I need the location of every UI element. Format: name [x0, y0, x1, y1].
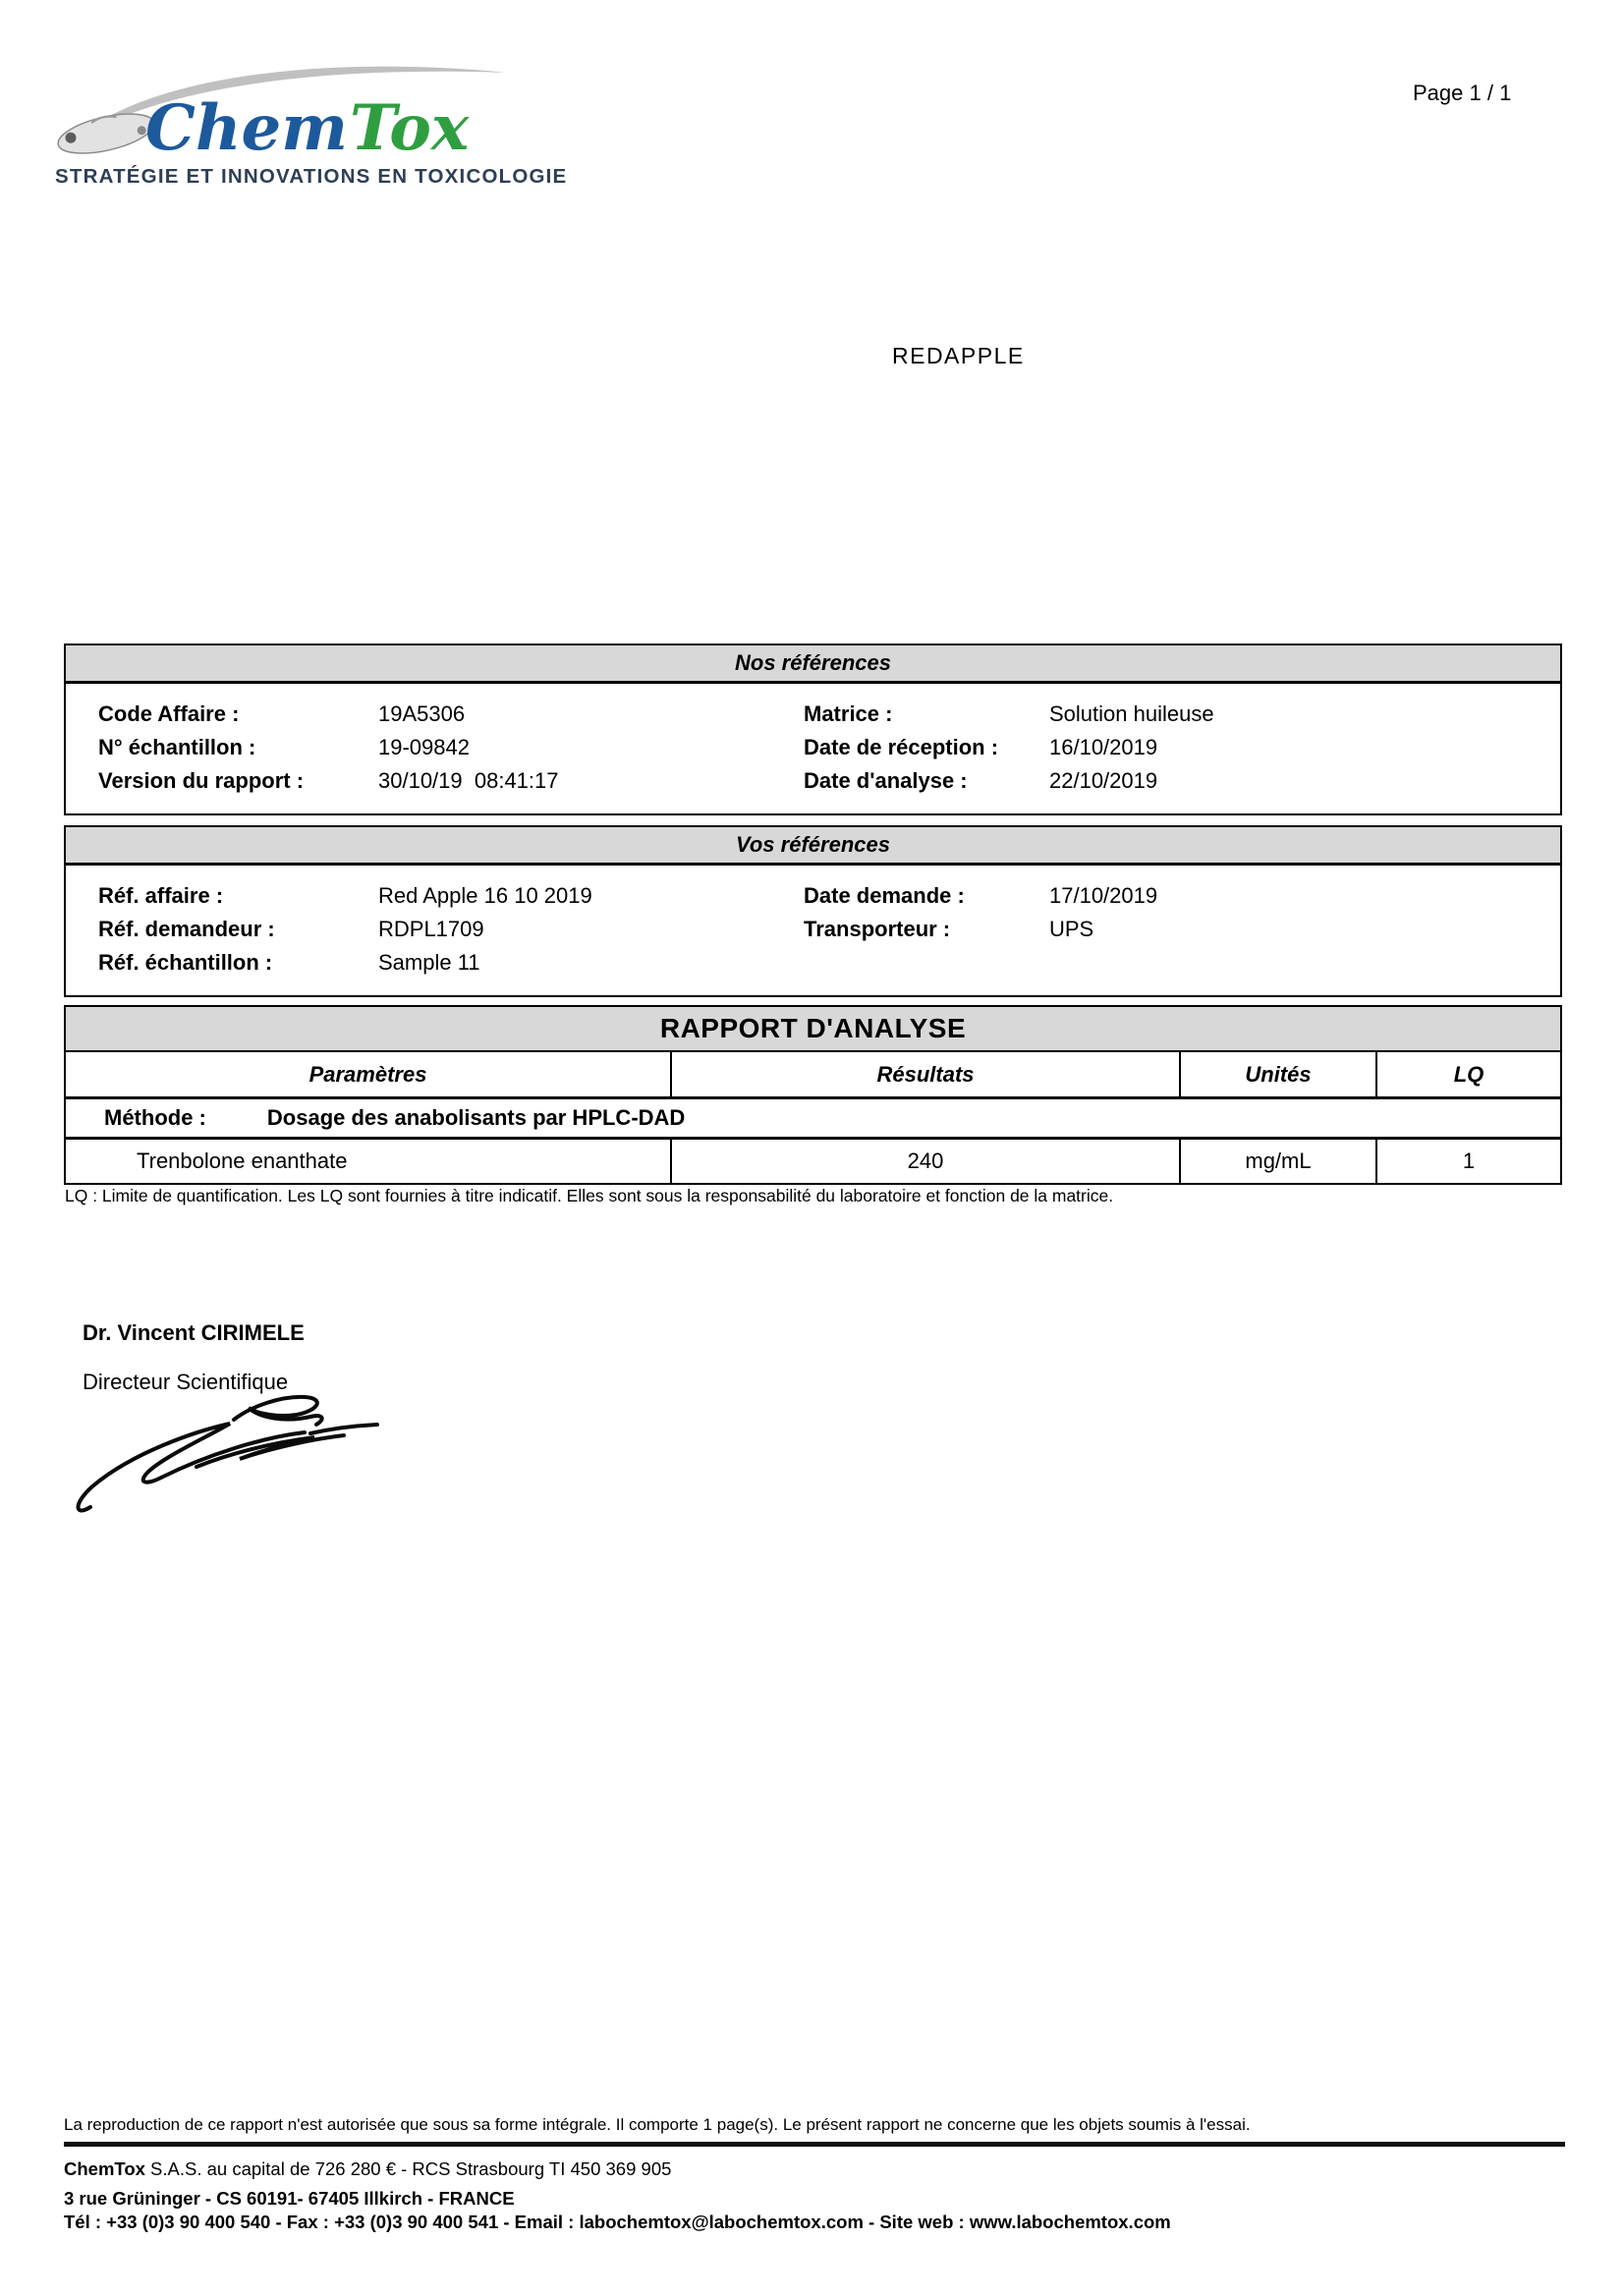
method-value: Dosage des anabolisants par HPLC-DAD: [266, 1105, 686, 1130]
vos-references-title: Vos références: [66, 827, 1560, 866]
vos-references-table: [64, 825, 1562, 997]
field-label: Date d'analyse :: [804, 768, 968, 793]
field-value: RDPL1709: [378, 917, 484, 941]
signatory-role: Directeur Scientifique: [83, 1370, 289, 1394]
signature-scribble: [71, 1388, 385, 1521]
field-value: Solution huileuse: [1049, 701, 1214, 726]
field-label: Transporteur :: [804, 917, 951, 941]
company-address: 3 rue Grüninger - CS 60191- 67405 Illkirch - FRANCE: [64, 2188, 515, 2209]
nos-references-title: Nos références: [66, 645, 1560, 684]
result-row: [66, 1140, 1560, 1183]
footer-divider: [64, 2142, 1565, 2147]
unit-cell: mg/mL: [1179, 1140, 1375, 1183]
brand-tox: Tox: [350, 91, 470, 157]
result-cell: 240: [670, 1140, 1179, 1183]
field-label: Version du rapport :: [98, 768, 305, 793]
nos-references-table: [64, 644, 1562, 815]
nos-references-body: [66, 684, 1560, 813]
field-value: 30/10/19 08:41:17: [378, 768, 559, 793]
table-row: [66, 946, 1560, 980]
company-name: ChemTox: [64, 2158, 145, 2179]
field-value: Red Apple 16 10 2019: [378, 883, 592, 908]
client-name: REDAPPLE: [892, 343, 1025, 368]
field-value: 19A5306: [378, 701, 466, 726]
column-header-unites: Unités: [1179, 1052, 1375, 1096]
field-value: 22/10/2019: [1049, 768, 1158, 793]
company-contact: Tél : +33 (0)3 90 400 540 - Fax : +33 (0)3 90 400 541 - Email : labochemtox@labochemtox.com - Site web : www.labochemtox.com: [64, 2212, 1171, 2232]
table-row: [66, 913, 1560, 946]
brand-chem: Chem: [145, 91, 348, 157]
lq-cell: 1: [1375, 1140, 1560, 1183]
report-column-headers: [66, 1052, 1560, 1099]
field-label: N° échantillon :: [98, 735, 256, 759]
table-row: [66, 731, 1560, 764]
table-row: [66, 698, 1560, 731]
method-label: Méthode :: [104, 1105, 206, 1130]
field-label: Réf. affaire :: [98, 883, 224, 908]
fish-icon: [55, 106, 158, 157]
field-value: 19-09842: [378, 735, 470, 759]
company-registration: S.A.S. au capital de 726 280 € - RCS Strasbourg TI 450 369 905: [144, 2158, 672, 2179]
field-value: Sample 11: [378, 950, 480, 975]
signatory-name: Dr. Vincent CIRIMELE: [83, 1320, 305, 1345]
column-header-parametres: Paramètres: [308, 1061, 427, 1087]
column-header-lq: LQ: [1375, 1052, 1560, 1096]
report-title: RAPPORT D'ANALYSE: [66, 1007, 1560, 1052]
reproduction-disclaimer: La reproduction de ce rapport n'est autorisée que sous sa forme intégrale. Il comporte 1 page(s). Le présent rapport ne concerne que les objets soumis à l'essai.: [64, 2115, 1251, 2134]
company-registration-line: [64, 2158, 671, 2180]
field-value: UPS: [1049, 917, 1094, 941]
field-label: Code Affaire :: [98, 701, 240, 726]
vos-references-body: [66, 866, 1560, 995]
field-label: Matrice :: [804, 701, 893, 726]
field-value: 16/10/2019: [1049, 735, 1158, 759]
field-label: Date de réception :: [804, 735, 999, 759]
field-label: Réf. demandeur :: [98, 917, 275, 941]
field-label: Date demande :: [804, 883, 965, 908]
chemtox-logo-graphic: [55, 57, 522, 157]
field-label: Réf. échantillon :: [98, 950, 273, 975]
column-header-resultats: Résultats: [670, 1052, 1179, 1096]
lq-footnote: LQ : Limite de quantification. Les LQ sont fournies à titre indicatif. Elles sont sous la responsabilité du laboratoire et fonction de la matrice.: [65, 1186, 1114, 1205]
analysis-report-table: [64, 1005, 1562, 1185]
field-value: 17/10/2019: [1049, 883, 1158, 908]
page-number: Page 1 / 1: [1413, 81, 1512, 105]
logo-tagline: STRATÉGIE ET INNOVATIONS EN TOXICOLOGIE: [55, 165, 568, 188]
table-row: [66, 764, 1560, 798]
method-row: [66, 1099, 1560, 1140]
parameter-cell: Trenbolone enanthate: [137, 1148, 348, 1173]
table-row: [66, 879, 1560, 913]
chemtox-logo: [55, 57, 568, 189]
